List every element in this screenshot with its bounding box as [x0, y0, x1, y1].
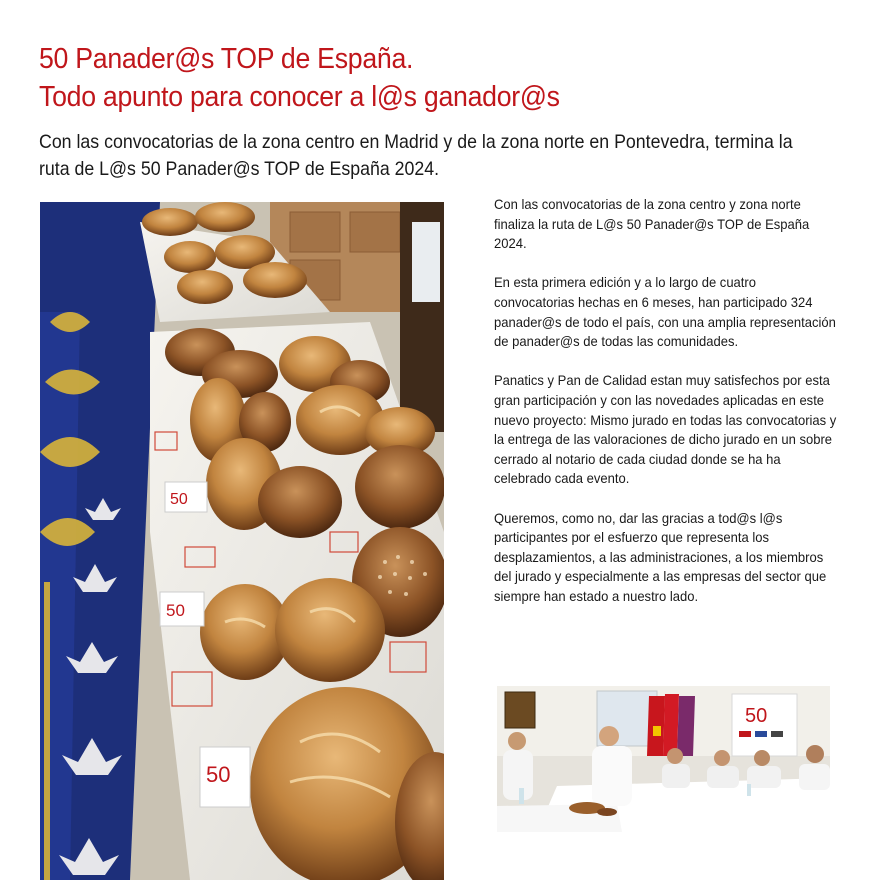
svg-text:50: 50: [745, 705, 768, 727]
paragraph: Queremos, como no, dar las gracias a tod@s l@s participantes por el esfuerzo que representa los desplazamientos, a las administraciones, a los miembros del jurado y especialmente a las empresas del sector que siempre han estado a nuestro lado.: [494, 509, 827, 604]
article-lead: Con las convocatorias de la zona centro en Madrid y de la zona norte en Pontevedra, termina la ruta de L@s 50 Panader@s TOP de España 2024.: [39, 131, 793, 180]
article-title: [39, 40, 793, 116]
jury-session-photo: [497, 686, 830, 832]
article-body: [494, 195, 838, 626]
svg-text:50: 50: [166, 601, 185, 620]
title-line-1: 50 Panader@s TOP de España.: [39, 43, 414, 75]
svg-text:50: 50: [170, 491, 188, 508]
paragraph: En esta primera edición y a lo largo de cuatro convocatorias hechas en 6 meses, han participado 324 panader@s de todo el país, con una amplia representación de panader@s de todas las comunidades.: [494, 274, 836, 350]
bread-loaves-photo: [40, 202, 444, 880]
paragraph: Panatics y Pan de Calidad estan muy satisfechos por esta gran participación y con las novedades aplicadas en este nuevo proyecto: Mismo jurado en todas las convocatorias y la entrega de las valoraciones de dicho jurado en un sobre cerrado al notario de cada ciudad donde se ha ha celebrado cada evento.: [494, 372, 837, 487]
svg-text:50: 50: [206, 762, 231, 787]
title-line-2: Todo apunto para conocer a l@s ganador@s: [39, 81, 560, 113]
paragraph: Con las convocatorias de la zona centro y zona norte finaliza la ruta de L@s 50 Panader@s TOP de España 2024.: [494, 196, 810, 252]
